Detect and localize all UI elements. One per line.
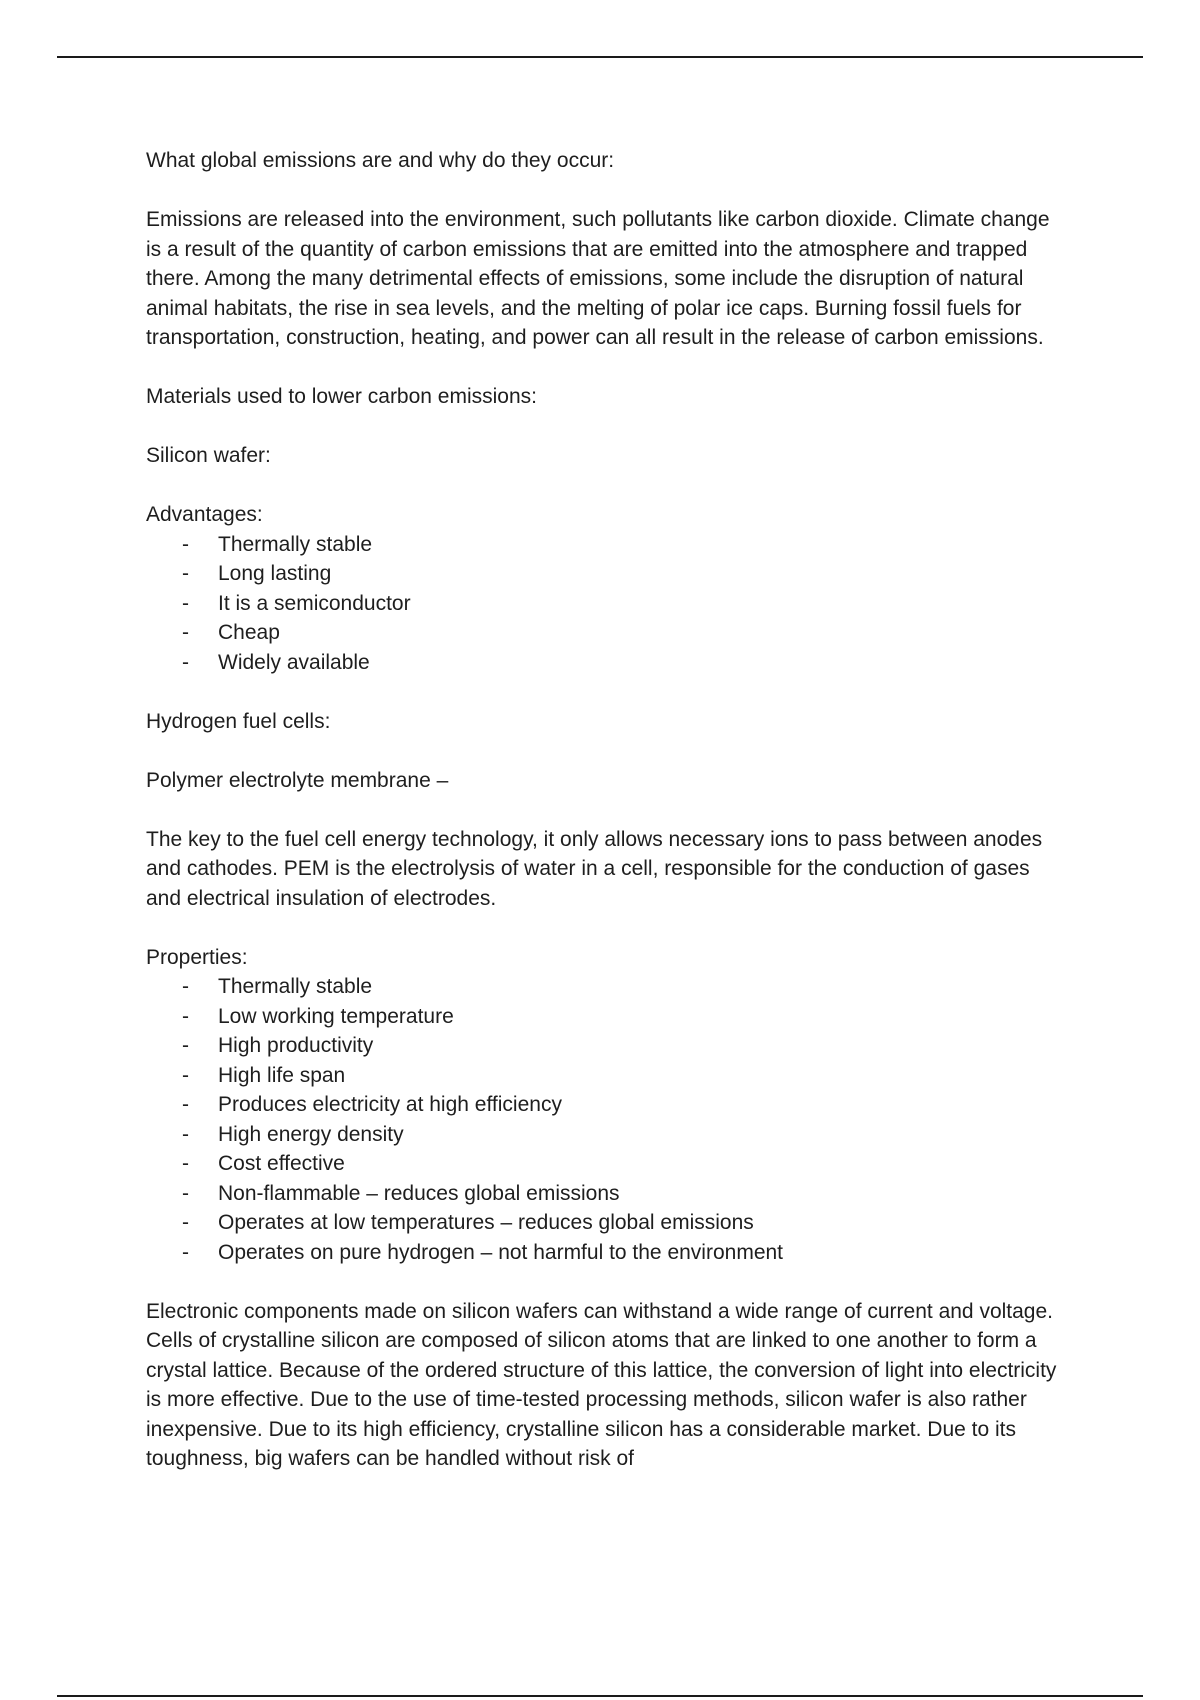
list-item: - High productivity	[146, 1031, 1066, 1061]
advantages-list	[146, 530, 1066, 678]
bullet-dash: -	[182, 1240, 189, 1264]
heading-advantages: Advantages:	[146, 503, 263, 526]
bullet-dash: -	[182, 1122, 189, 1146]
bullet-dash: -	[182, 1093, 189, 1116]
bullet-dash: -	[182, 1152, 189, 1175]
list-item: - Thermally stable	[146, 972, 1066, 1002]
list-item: - High life span	[146, 1061, 1066, 1091]
list-item: - Operates on pure hydrogen – not harmful to the environment	[146, 1238, 1066, 1268]
bullet-dash: -	[182, 621, 189, 644]
list-item: - High energy density	[146, 1120, 1066, 1150]
properties-list	[146, 972, 1066, 1267]
list-item: - Thermally stable	[146, 530, 1066, 560]
list-item: - Operates at low temperatures – reduces global emissions	[146, 1208, 1066, 1238]
document-body	[146, 146, 1066, 1503]
bullet-dash: -	[182, 1211, 189, 1234]
footer-rule	[57, 1695, 1143, 1697]
heading-properties: Properties:	[146, 945, 248, 969]
bullet-dash: -	[182, 1181, 189, 1205]
list-item: - Cheap	[146, 618, 1066, 648]
list-item: - Long lasting	[146, 559, 1066, 589]
bullet-dash: -	[182, 1034, 189, 1057]
header-rule	[57, 56, 1143, 58]
heading-global-emissions: What global emissions are and why do they occur:	[146, 149, 615, 172]
bullet-dash: -	[182, 650, 189, 674]
heading-materials: Materials used to lower carbon emissions:	[146, 385, 538, 408]
list-item: - It is a semiconductor	[146, 589, 1066, 619]
paragraph-pem: The key to the fuel cell energy technology, it only allows necessary ions to pass between anodes and cathodes. PEM is the electrolysis of water in a cell, responsible for the conduction of gases and electrical insulation of electrodes.	[146, 827, 1043, 910]
list-item: - Low working temperature	[146, 1002, 1066, 1032]
bullet-dash: -	[182, 975, 189, 998]
paragraph-silicon-detail: Electronic components made on silicon wafers can withstand a wide range of current and voltage. Cells of crystalline silicon are composed of silicon atoms that are linked to one another to form a crystal lattice. Because of the ordered structure of this lattice, the conversion of light into electricity is more effective. Due to the use of time-tested processing methods, silicon wafer is also rather inexpensive. Due to its high efficiency, crystalline silicon has a considerable market. Due to its toughness, big wafers can be handled without risk of	[146, 1299, 1057, 1470]
bullet-dash: -	[182, 1004, 189, 1028]
bullet-dash: -	[182, 562, 189, 585]
list-item: - Produces electricity at high efficiency	[146, 1090, 1066, 1120]
bullet-dash: -	[182, 591, 189, 615]
list-item: - Non-flammable – reduces global emissions	[146, 1179, 1066, 1209]
paragraph-global-emissions: Emissions are released into the environment, such pollutants like carbon dioxide. Climate change is a result of the quantity of carbon emissions that are emitted into the atmosphere and trapped there. Among the many detrimental effects of emissions, some include the disruption of natural animal habitats, the rise in sea levels, and the melting of polar ice caps. Burning fossil fuels for transportation, construction, heating, and power can all result in the release of carbon emissions.	[146, 208, 1050, 349]
list-item: - Widely available	[146, 648, 1066, 678]
bullet-dash: -	[182, 532, 189, 556]
list-item: - Cost effective	[146, 1149, 1066, 1179]
heading-silicon-wafer: Silicon wafer:	[146, 444, 271, 467]
heading-hydrogen-fuel-cells: Hydrogen fuel cells:	[146, 709, 331, 733]
bullet-dash: -	[182, 1063, 189, 1087]
heading-polymer-electrolyte-membrane: Polymer electrolyte membrane –	[146, 768, 449, 792]
